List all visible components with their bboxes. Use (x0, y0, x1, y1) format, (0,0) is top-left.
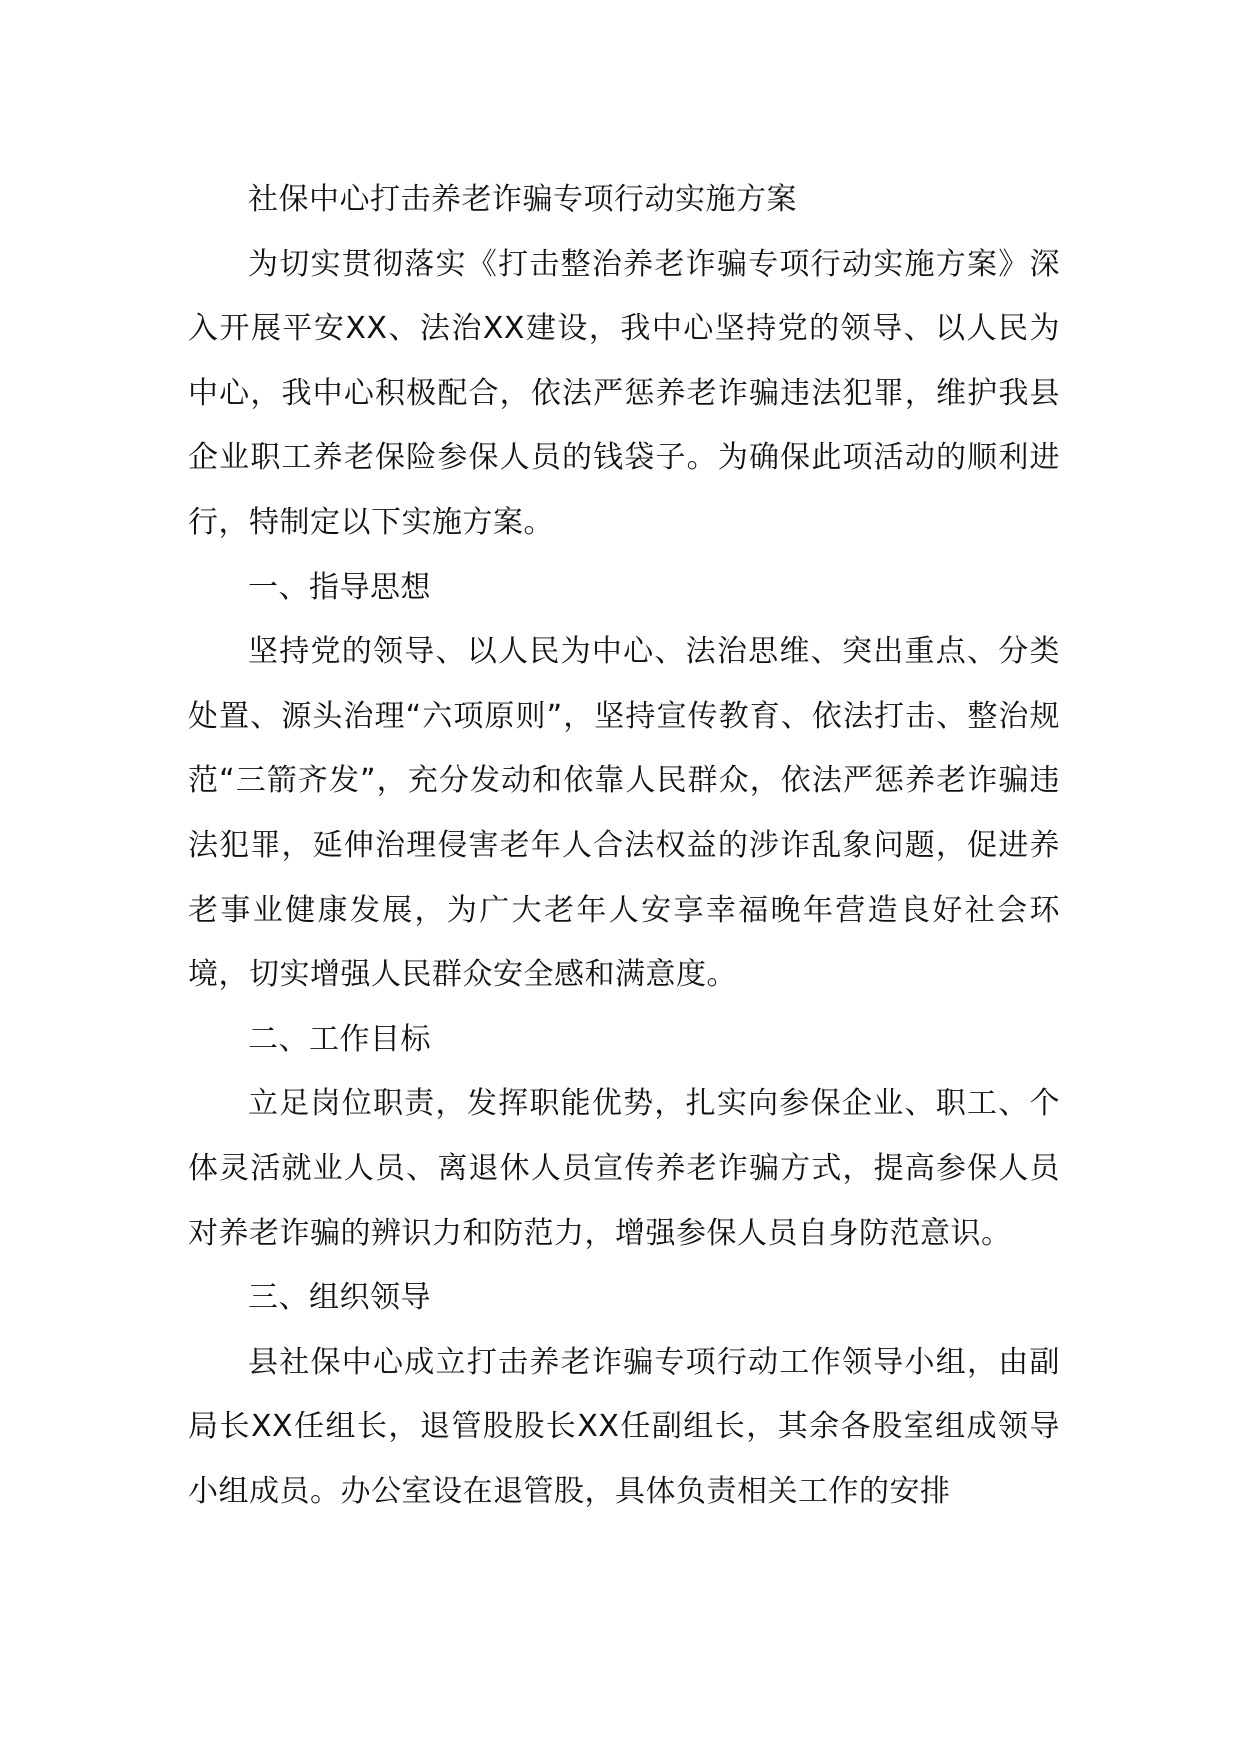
section-heading-work-goals: 二、工作目标 (248, 1021, 431, 1057)
document-title: 社保中心打击养老诈骗专项行动实施方案 (248, 182, 797, 217)
section-heading-guiding-ideology: 一、指导思想 (248, 569, 431, 605)
intro-paragraph: 为切实贯彻落实《打击整治养老诈骗专项行动实施方案》深入开展平安XX、法治XX建设，我中心坚持党的领导、以人民为中心，我中心积极配合，依法严惩养老诈骗违法犯罪，维护我县企业职工养老保险参保人员的钱袋子。为确保此项活动的顺利进行，特制定以下实施方案。 (188, 246, 1060, 540)
document-body (188, 168, 1060, 1524)
section-body-guiding-ideology: 坚持党的领导、以人民为中心、法治思维、突出重点、分类处置、源头治理“六项原则”，坚持宣传教育、依法打击、整治规范“三箭齐发”，充分发动和依靠人民群众，依法严惩养老诈骗违法犯罪，延伸治理侵害老年人合法权益的涉诈乱象问题，促进养老事业健康发展，为广大老年人安享幸福晚年营造良好社会环境，切实增强人民群众安全感和满意度。 (188, 634, 1060, 993)
section-heading-organization: 三、组织领导 (248, 1280, 431, 1316)
section-body-work-goals: 立足岗位职责，发挥职能优势，扎实向参保企业、职工、个体灵活就业人员、离退休人员宣传养老诈骗方式，提高参保人员对养老诈骗的辨识力和防范力，增强参保人员自身防范意识。 (188, 1086, 1060, 1251)
section-body-organization: 县社保中心成立打击养老诈骗专项行动工作领导小组，由副局长XX任组长，退管股股长XX任副组长，其余各股室组成领导小组成员。办公室设在退管股，具体负责相关工作的安排 (188, 1344, 1060, 1509)
